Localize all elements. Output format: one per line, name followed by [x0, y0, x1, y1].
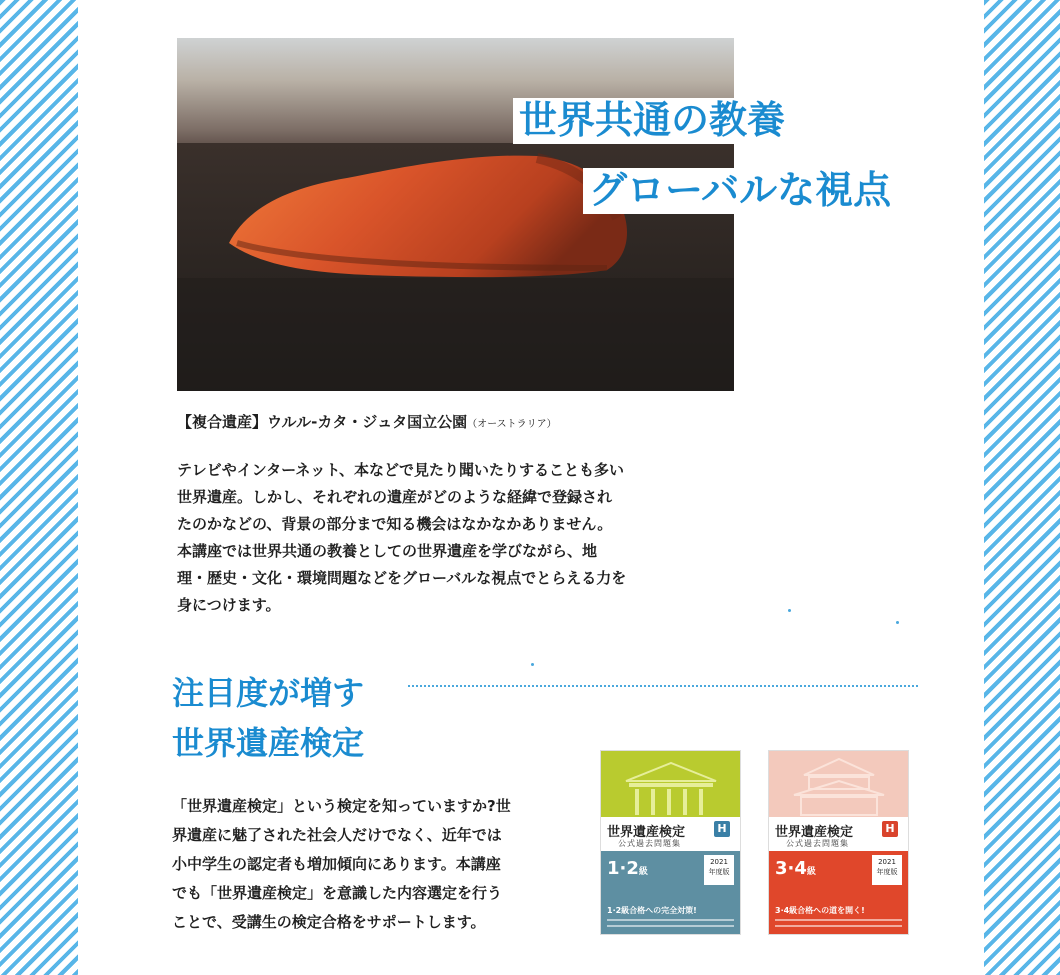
publisher-logo-icon: H	[714, 821, 730, 837]
decorative-dot	[531, 663, 534, 666]
fine-print-line	[607, 925, 734, 927]
temple-illustration	[601, 751, 740, 817]
caption-main: 【複合遺産】ウルル-カタ・ジュタ国立公園	[177, 413, 468, 431]
book-grade	[607, 858, 648, 879]
section-line: ことで、受講生の検定合格をサポートします。	[172, 913, 486, 931]
intro-line: テレビやインターネット、本などで見たり聞いたりすることも多い	[177, 461, 625, 479]
headline-line-2: グローバルな視点	[583, 168, 897, 214]
headline-line-1: 世界共通の教養	[513, 98, 791, 144]
grade-suffix: 級	[806, 867, 816, 877]
book-subtitle: 公式過去問題集	[618, 839, 681, 848]
year-number: 2021	[710, 858, 728, 866]
book-promo: 1·2級合格への完全対策!	[607, 906, 697, 915]
uluru-photo	[177, 38, 734, 391]
book-subtitle: 公式過去問題集	[786, 839, 849, 848]
right-stripe-border	[984, 0, 1060, 975]
book-year-badge	[704, 855, 734, 885]
book-cover-art	[601, 751, 740, 817]
book-cover-grade-3-4	[769, 751, 908, 934]
section-title-line-1: 注目度が増す	[172, 674, 365, 712]
book-cover-grade-1-2	[601, 751, 740, 934]
intro-line: 理・歴史・文化・環境問題などをグローバルな視点でとらえる力を	[177, 569, 627, 587]
intro-line: たのかなどの、背景の部分まで知る機会はなかなかありません。	[177, 515, 613, 533]
book-title: 世界遺産検定	[775, 825, 854, 840]
decorative-dot	[788, 609, 791, 612]
caption-note: （オーストラリア）	[467, 419, 557, 430]
book-year-badge	[872, 855, 902, 885]
year-note: 年度版	[708, 868, 730, 876]
fine-print-line	[775, 925, 902, 927]
pavilion-illustration	[769, 751, 908, 817]
book-title: 世界遺産検定	[607, 825, 686, 840]
book-grade	[775, 858, 816, 879]
section-title-line-2: 世界遺産検定	[172, 724, 365, 762]
section-dotted-divider	[408, 685, 918, 687]
section-title	[172, 668, 364, 768]
section-line: 界遺産に魅了された社会人だけでなく、近年では	[172, 826, 502, 844]
decorative-dot	[896, 621, 899, 624]
book-cover-art	[769, 751, 908, 817]
section-line: でも「世界遺産検定」を意識した内容選定を行う	[172, 884, 503, 902]
year-number: 2021	[878, 858, 896, 866]
intro-line: 世界遺産。しかし、それぞれの遺産がどのような経緯で登録され	[177, 488, 613, 506]
grade-suffix: 級	[638, 867, 648, 877]
year-note: 年度版	[876, 868, 898, 876]
section-line: 小中学生の認定者も増加傾向にあります。本講座	[172, 855, 501, 873]
publisher-logo-icon: H	[882, 821, 898, 837]
section-paragraph	[172, 792, 602, 937]
intro-line: 身につけます。	[177, 596, 281, 614]
grade-number: 1·2	[607, 858, 639, 879]
left-stripe-border	[0, 0, 78, 975]
intro-paragraph	[177, 457, 707, 619]
uluru-illustration	[177, 38, 734, 391]
fine-print-line	[607, 919, 734, 921]
intro-line: 本講座では世界共通の教養としての世界遺産を学びながら、地	[177, 542, 598, 560]
grade-number: 3·4	[775, 858, 807, 879]
section-line: 「世界遺産検定」という検定を知っていますか?世	[172, 797, 511, 815]
book-promo: 3·4級合格への道を開く!	[775, 906, 865, 915]
fine-print-line	[775, 919, 902, 921]
photo-caption	[177, 411, 557, 432]
